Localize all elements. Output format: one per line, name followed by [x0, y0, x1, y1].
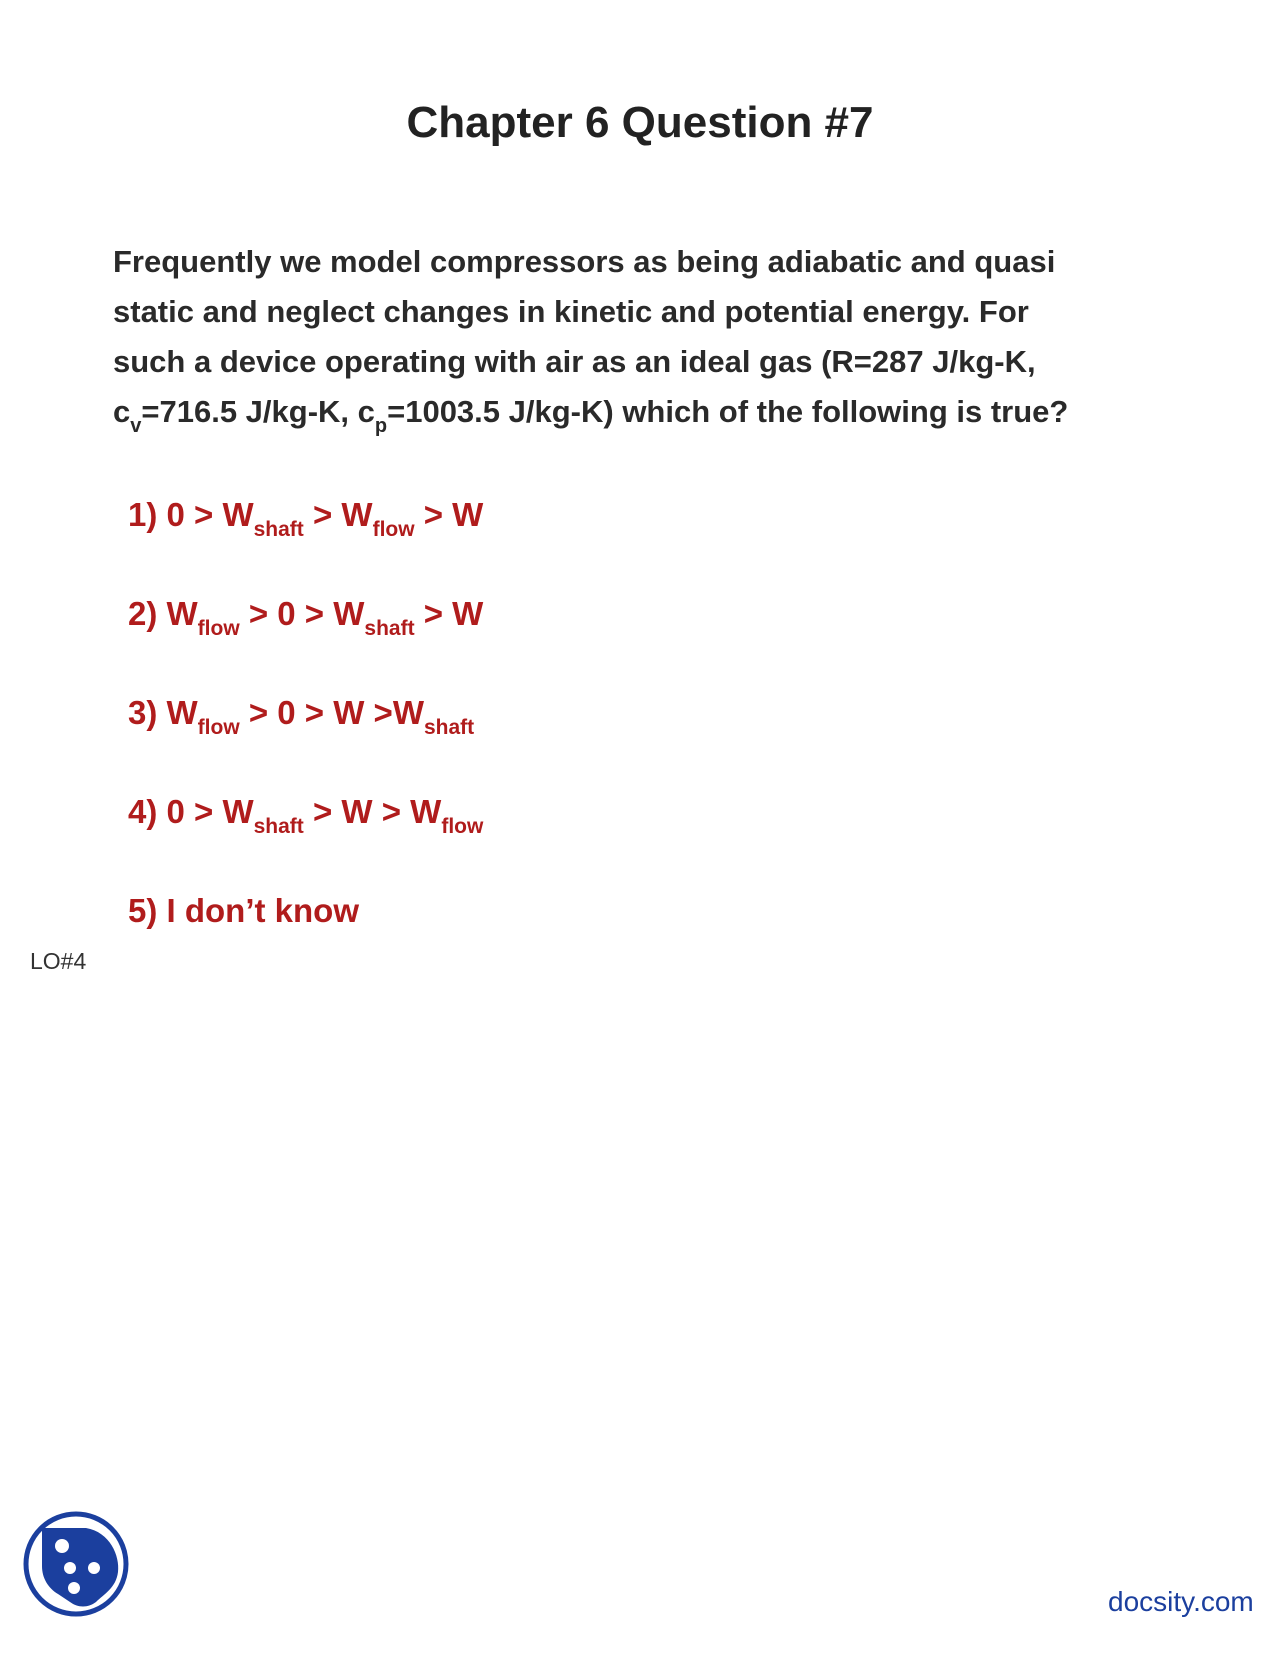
- question-text: [113, 237, 1223, 451]
- choice-text: > 0 > W: [239, 595, 365, 632]
- page-title: Chapter 6 Question #7: [406, 98, 874, 147]
- choice-text: W: [166, 694, 198, 731]
- cv-value: =716.5 J/kg-K,: [141, 394, 358, 429]
- choice-subscript: shaft: [364, 617, 415, 640]
- cv-subscript: v: [130, 415, 142, 437]
- choice-text: > W: [414, 595, 484, 632]
- choice-text: 0 > W: [166, 496, 254, 533]
- choice-number: 5): [128, 892, 167, 929]
- choice-subscript: flow: [197, 617, 240, 640]
- choice-text: 0 > W: [166, 793, 254, 830]
- answer-choice-4[interactable]: [128, 793, 483, 892]
- docsity-logo-icon[interactable]: [22, 1510, 130, 1618]
- choice-subscript: flow: [197, 716, 240, 739]
- choice-number: 2): [128, 595, 167, 632]
- answer-choice-1[interactable]: [128, 496, 483, 595]
- choice-text: I don’t know: [166, 892, 359, 929]
- question-line-3: such a device operating with air as an ideal gas (R=287 J/kg-K,: [113, 344, 1036, 379]
- choice-text: > W > W: [303, 793, 442, 830]
- question-line-4: [113, 387, 1223, 451]
- choice-number: 4): [128, 793, 167, 830]
- choice-subscript: shaft: [253, 815, 304, 838]
- answer-choices: [128, 496, 483, 991]
- docsity-brand-link[interactable]: docsity.com: [1108, 1586, 1254, 1617]
- cp-symbol: c: [357, 394, 375, 429]
- choice-text: > W: [303, 496, 373, 533]
- choice-subscript: shaft: [253, 518, 304, 541]
- answer-choice-3[interactable]: [128, 694, 483, 793]
- choice-text: > 0 > W >W: [239, 694, 424, 731]
- choice-number: 1): [128, 496, 167, 533]
- learning-objective-label: LO#4: [30, 948, 87, 974]
- cp-value: =1003.5 J/kg-K) which of the following is true?: [387, 394, 1069, 429]
- choice-subscript: flow: [441, 815, 484, 838]
- choice-number: 3): [128, 694, 167, 731]
- cv-symbol: c: [113, 394, 131, 429]
- choice-subscript: flow: [372, 518, 415, 541]
- cp-subscript: p: [374, 415, 388, 437]
- answer-choice-5[interactable]: [128, 892, 483, 991]
- choice-text: > W: [414, 496, 484, 533]
- question-line-1: Frequently we model compressors as being adiabatic and quasi: [113, 244, 1056, 279]
- choice-subscript: shaft: [423, 716, 475, 739]
- question-line-2: static and neglect changes in kinetic and potential energy. For: [113, 294, 1029, 329]
- choice-text: W: [166, 595, 198, 632]
- answer-choice-2[interactable]: [128, 595, 483, 694]
- docsity-logo-graphic: [22, 1510, 130, 1618]
